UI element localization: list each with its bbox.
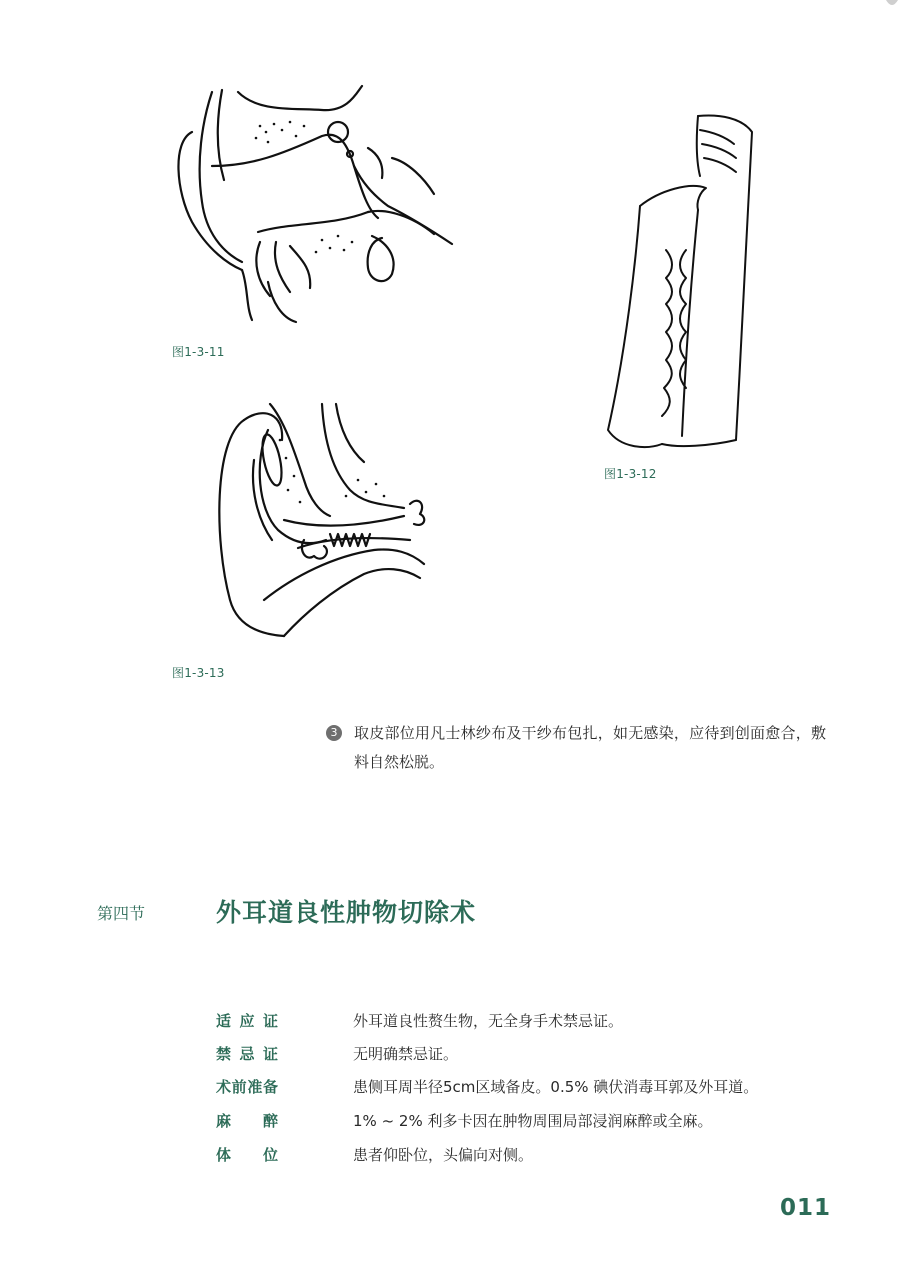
figure-caption: 图1-3-11 bbox=[172, 345, 225, 359]
info-value: 无明确禁忌证。 bbox=[353, 1045, 459, 1063]
info-label: 适应证 bbox=[216, 1012, 278, 1030]
info-row-position bbox=[216, 1144, 816, 1168]
figure-1-3-11-illustration bbox=[172, 82, 472, 327]
info-row-anesthesia bbox=[216, 1110, 816, 1134]
info-label: 术前准备 bbox=[216, 1078, 278, 1096]
info-row-indications bbox=[216, 1010, 816, 1034]
procedure-step bbox=[326, 719, 826, 777]
section-label: 第四节 bbox=[97, 904, 146, 923]
info-value: 1% ~ 2% 利多卡因在肿物周围局部浸润麻醉或全麻。 bbox=[353, 1112, 713, 1130]
figure-1-3-13-illustration bbox=[214, 400, 436, 640]
info-value: 患者仰卧位，头偏向对侧。 bbox=[353, 1146, 534, 1164]
info-label: 麻醉 bbox=[216, 1112, 278, 1130]
info-row-contraindications bbox=[216, 1043, 816, 1067]
info-row-preoperative-preparation bbox=[216, 1076, 816, 1100]
info-value: 患侧耳周半径5cm区域备皮。0.5% 碘伏消毒耳郭及外耳道。 bbox=[353, 1078, 759, 1096]
info-value: 外耳道良性赘生物，无全身手术禁忌证。 bbox=[353, 1012, 624, 1030]
step-number-badge: 3 bbox=[326, 725, 342, 741]
figure-caption: 图1-3-13 bbox=[172, 666, 225, 680]
step-text: 取皮部位用凡士林纱布及干纱布包扎，如无感染，应待到创面愈合，敷料自然松脱。 bbox=[354, 724, 826, 771]
info-label: 禁忌证 bbox=[216, 1045, 278, 1063]
info-label: 体位 bbox=[216, 1146, 278, 1164]
figure-caption: 图1-3-12 bbox=[604, 467, 657, 481]
page-number: 011 bbox=[780, 1195, 832, 1221]
corner-mark bbox=[884, 0, 900, 10]
section-title: 外耳道良性肿物切除术 bbox=[216, 898, 477, 927]
figure-1-3-12-illustration bbox=[600, 110, 760, 455]
